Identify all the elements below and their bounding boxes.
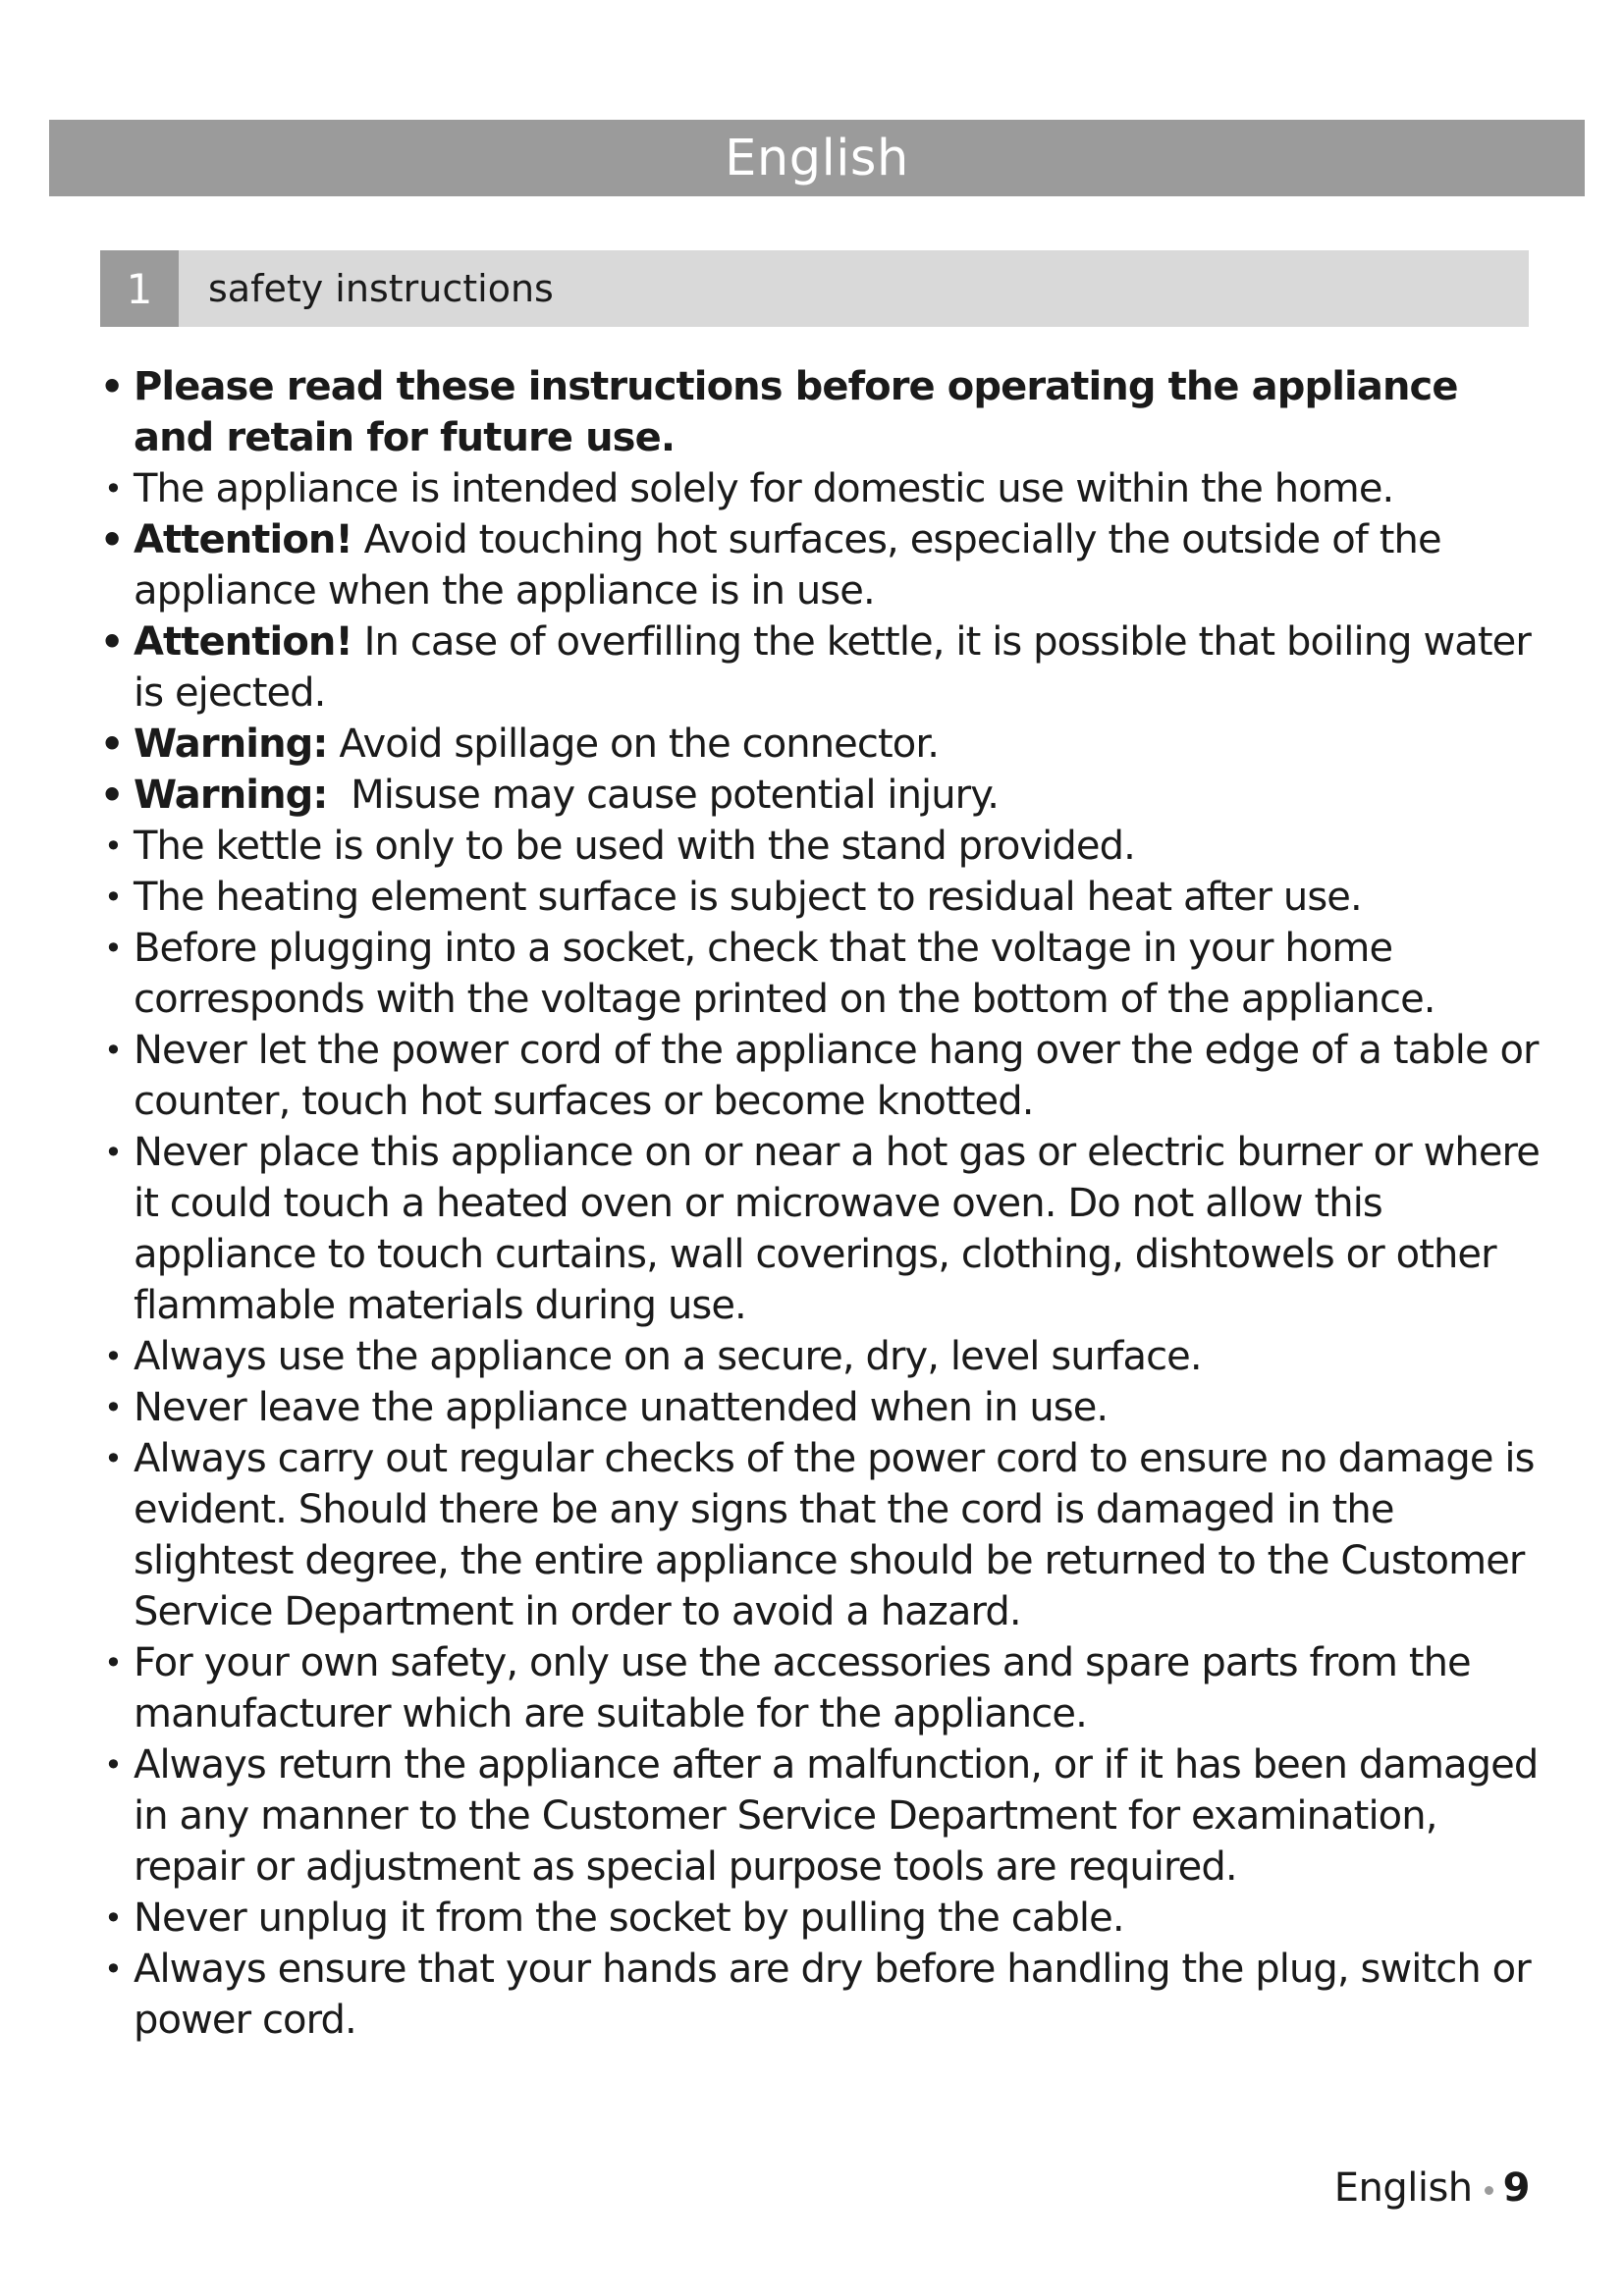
bullet-icon: •: [104, 1032, 122, 1069]
footer-separator-dot: [1485, 2186, 1493, 2195]
instruction-item: [100, 1433, 1546, 1637]
footer-language: English: [1333, 2165, 1473, 2211]
bullet-icon: •: [100, 620, 124, 664]
section-header: [100, 250, 1529, 327]
instruction-text: Never leave the appliance unattended when in use.: [134, 1385, 1109, 1430]
bullet-icon: •: [104, 1644, 122, 1682]
instruction-text: Always carry out regular checks of the power cord to ensure no damage is evident. Should there be any signs that the cord is damaged in the slightest degree, the entire appliance should be returned to the Customer Service Department in order to avoid a hazard.: [134, 1436, 1546, 1634]
section-number: 1: [100, 250, 179, 327]
instruction-text: Never place this appliance on or near a hot gas or electric burner or where it could touch a heated oven or microwave oven. Do not allow this appliance to touch curtains, wall coverings, clothing, dishtowels or other flammable materials during use.: [134, 1130, 1551, 1328]
instruction-item: [100, 1637, 1543, 1739]
instruction-text: In case of overfilling the kettle, it is possible that boiling water is ejected.: [134, 619, 1543, 716]
instruction-text: The appliance is intended solely for domestic use within the home.: [134, 466, 1394, 511]
bullet-icon: •: [104, 1899, 122, 1937]
instruction-text: For your own safety, only use the accessories and spare parts from the manufacturer which are suitable for the appliance.: [134, 1640, 1483, 1736]
bullet-icon: •: [104, 1440, 122, 1477]
bullet-icon: •: [100, 365, 124, 408]
instruction-item: [100, 1944, 1543, 2046]
instruction-item: [100, 821, 1543, 872]
instruction-item: [100, 872, 1543, 923]
instruction-item: [100, 1025, 1550, 1127]
instruction-lead: Attention!: [134, 517, 352, 562]
section-title: safety instructions: [208, 267, 554, 310]
instruction-item: [100, 463, 1543, 514]
instruction-item: [100, 1127, 1551, 1331]
instruction-item: [100, 923, 1543, 1025]
bullet-icon: •: [100, 722, 124, 766]
instruction-item: [100, 616, 1543, 719]
instruction-text: Avoid touching hot surfaces, especially the outside of the appliance when the appliance is in use.: [134, 517, 1453, 614]
bullet-icon: •: [104, 930, 122, 967]
bullet-icon: •: [104, 1389, 122, 1426]
instruction-item: [100, 770, 1543, 821]
bullet-icon: •: [104, 879, 122, 916]
instruction-text: Before plugging into a socket, check that the voltage in your home corresponds with the voltage printed on the bottom of the appliance.: [134, 926, 1435, 1022]
bullet-icon: •: [104, 1134, 122, 1171]
bullet-icon: •: [104, 1338, 122, 1375]
bullet-icon: •: [104, 828, 122, 865]
bullet-icon: •: [104, 1950, 122, 1988]
instruction-item: [100, 361, 1543, 463]
instruction-text: Never let the power cord of the appliance hang over the edge of a table or counter, touch hot surfaces or become knotted.: [134, 1028, 1550, 1124]
instruction-text: The kettle is only to be used with the stand provided.: [134, 824, 1135, 869]
bullet-icon: •: [100, 518, 124, 561]
language-banner: [49, 120, 1585, 196]
page-footer: [1334, 2165, 1530, 2211]
instruction-text: Always return the appliance after a malfunction, or if it has been damaged in any manner to the Customer Service Department for examination, repair or adjustment as special purpose tools are required.: [134, 1742, 1550, 1890]
instruction-item: [100, 1739, 1550, 1893]
instruction-item: [100, 1331, 1543, 1382]
language-banner-label: English: [725, 129, 909, 187]
page-number: 9: [1502, 2165, 1530, 2211]
bullet-icon: •: [104, 1746, 122, 1784]
bullet-icon: •: [100, 774, 124, 817]
instruction-lead: Warning:: [134, 721, 328, 767]
instruction-text: Please read these instructions before operating the appliance and retain for future use.: [134, 364, 1471, 460]
instruction-text: Avoid spillage on the connector.: [327, 721, 940, 767]
bullet-icon: •: [104, 470, 122, 507]
instruction-item: [100, 514, 1543, 616]
instruction-text: Misuse may cause potential injury.: [327, 773, 1000, 818]
instruction-item: [100, 1893, 1543, 1944]
instruction-lead: Warning:: [134, 773, 328, 818]
instruction-item: [100, 1382, 1543, 1433]
instruction-text: Always use the appliance on a secure, dry, level surface.: [134, 1334, 1202, 1379]
safety-instructions-list: [100, 361, 1551, 2046]
instruction-text: Always ensure that your hands are dry before handling the plug, switch or power cord.: [134, 1947, 1543, 2043]
instruction-lead: Attention!: [134, 619, 352, 665]
instruction-text: Never unplug it from the socket by pulling the cable.: [134, 1896, 1124, 1941]
instruction-item: [100, 719, 1543, 770]
instruction-text: The heating element surface is subject to residual heat after use.: [134, 875, 1362, 920]
